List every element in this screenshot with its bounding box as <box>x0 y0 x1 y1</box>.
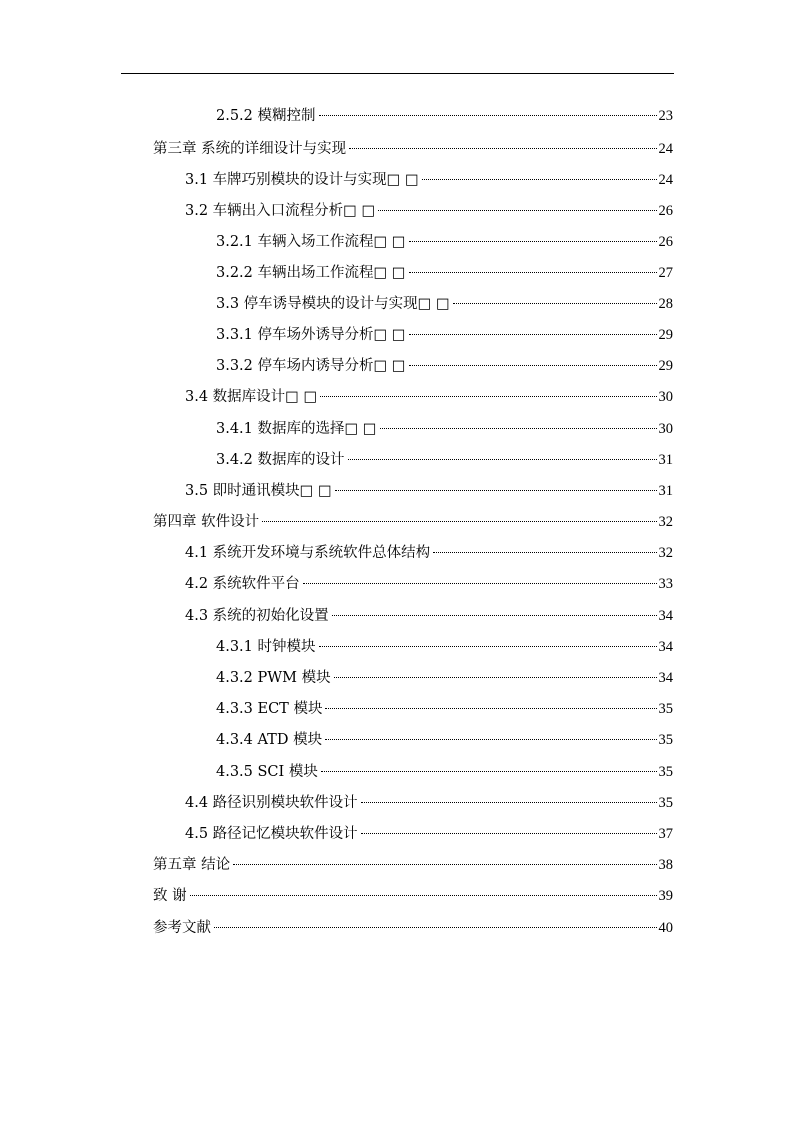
toc-entry[interactable] <box>185 475 673 499</box>
toc-dot-leader <box>433 537 656 557</box>
toc-dot-leader <box>335 475 657 495</box>
toc-entry-title: 3.3 停车诱导模块的设计与实现□ □ <box>216 296 450 312</box>
toc-entry-title: 3.2.2 车辆出场工作流程□ □ <box>216 265 406 281</box>
toc-entry-title: 4.3.3 ECT 模块 <box>216 701 323 717</box>
toc-entry-title: 参考文献 <box>153 920 211 936</box>
toc-page-number: 30 <box>658 421 673 437</box>
toc-entry-title: 3.4.2 数据库的设计 <box>216 452 345 468</box>
toc-dot-leader <box>361 787 657 807</box>
toc-entry[interactable] <box>216 631 673 655</box>
toc-entry-title: 致 谢 <box>153 888 187 904</box>
toc-entry-title: 4.3.4 ATD 模块 <box>216 732 323 748</box>
toc-dot-leader <box>262 506 656 526</box>
toc-page-number: 35 <box>658 795 673 811</box>
toc-page-number: 37 <box>658 826 673 842</box>
toc-entry-title: 4.3.2 PWM 模块 <box>216 670 331 686</box>
toc-entry[interactable] <box>216 662 673 686</box>
toc-entry-title: 3.4.1 数据库的选择□ □ <box>216 421 377 437</box>
toc-entry[interactable] <box>216 693 673 717</box>
toc-page-number: 35 <box>658 701 673 717</box>
toc-entry[interactable] <box>153 133 673 157</box>
toc-entry[interactable] <box>185 164 673 188</box>
toc-entry-title: 3.3.1 停车场外诱导分析□ □ <box>216 327 406 343</box>
toc-dot-leader <box>303 568 657 588</box>
toc-entry[interactable] <box>185 600 673 624</box>
toc-dot-leader <box>233 849 656 869</box>
toc-dot-leader <box>320 381 656 401</box>
toc-entry[interactable] <box>185 568 673 592</box>
toc-page-number: 34 <box>658 608 673 624</box>
toc-entry[interactable] <box>216 724 673 748</box>
toc-page-number: 29 <box>658 327 673 343</box>
toc-entry[interactable] <box>185 537 673 561</box>
toc-page-number: 26 <box>658 234 673 250</box>
toc-dot-leader <box>190 880 657 900</box>
toc-page-number: 38 <box>658 857 673 873</box>
toc-entry-title: 第四章 软件设计 <box>153 514 260 530</box>
toc-entry[interactable] <box>153 912 673 936</box>
toc-entry[interactable] <box>216 413 673 437</box>
toc-entry[interactable] <box>185 818 673 842</box>
toc-entry[interactable] <box>185 381 673 405</box>
toc-dot-leader <box>319 631 657 651</box>
toc-entry-title: 4.3 系统的初始化设置 <box>185 608 329 624</box>
toc-page-number: 24 <box>658 172 673 188</box>
toc-entry[interactable] <box>216 350 673 374</box>
toc-entry-title: 3.2 车辆出入口流程分析□ □ <box>185 203 376 219</box>
toc-entry[interactable] <box>216 257 673 281</box>
toc-dot-leader <box>321 756 657 776</box>
toc-page-number: 31 <box>658 452 673 468</box>
toc-entry-title: 3.2.1 车辆入场工作流程□ □ <box>216 234 406 250</box>
toc-page-number: 40 <box>658 920 673 936</box>
toc-entry-title: 3.5 即时通讯模块□ □ <box>185 483 332 499</box>
toc-entry[interactable] <box>216 444 673 468</box>
toc-page-number: 32 <box>658 545 673 561</box>
toc-entry-title: 3.4 数据库设计□ □ <box>185 389 318 405</box>
toc-entry-title: 4.3.5 SCI 模块 <box>216 764 318 780</box>
toc-dot-leader <box>214 912 657 932</box>
toc-page-number: 30 <box>658 389 673 405</box>
toc-page-number: 31 <box>658 483 673 499</box>
toc-page-number: 35 <box>658 764 673 780</box>
toc-entry-title: 4.2 系统软件平台 <box>185 576 300 592</box>
toc-entry-title: 4.3.1 时钟模块 <box>216 639 316 655</box>
toc-dot-leader <box>325 693 656 713</box>
toc-dot-leader <box>422 164 657 184</box>
toc-entry[interactable] <box>153 849 673 873</box>
toc-entry-title: 4.1 系统开发环境与系统软件总体结构 <box>185 545 431 561</box>
toc-dot-leader <box>332 600 657 620</box>
toc-entry[interactable] <box>216 756 673 780</box>
toc-page-number: 26 <box>658 203 673 219</box>
toc-entry-title: 第五章 结论 <box>153 857 231 873</box>
toc-entry[interactable] <box>153 506 673 530</box>
toc-entry-title: 2.5.2 模糊控制 <box>216 108 316 124</box>
toc-page-number: 23 <box>658 108 673 124</box>
toc-entry-title: 4.4 路径识别模块软件设计 <box>185 795 358 811</box>
toc-entry-title: 3.1 车牌巧别模块的设计与实现□ □ <box>185 172 419 188</box>
toc-dot-leader <box>409 257 657 277</box>
toc-entry-title: 第三章 系统的详细设计与实现 <box>153 141 347 157</box>
toc-page-number: 28 <box>658 296 673 312</box>
toc-page-number: 39 <box>658 888 673 904</box>
toc-page-number: 32 <box>658 514 673 530</box>
toc-page-number: 34 <box>658 670 673 686</box>
toc-dot-leader <box>334 662 657 682</box>
toc-dot-leader <box>378 195 656 215</box>
toc-entry[interactable] <box>153 880 673 904</box>
toc-entry-title: 3.3.2 停车场内诱导分析□ □ <box>216 358 406 374</box>
toc-dot-leader <box>409 350 657 370</box>
toc-dot-leader <box>348 444 657 464</box>
toc-entry[interactable] <box>216 100 673 124</box>
toc-page-number: 33 <box>658 576 673 592</box>
toc-entry[interactable] <box>216 319 673 343</box>
toc-dot-leader <box>319 100 657 120</box>
toc-dot-leader <box>325 724 656 744</box>
toc-page-number: 29 <box>658 358 673 374</box>
toc-page-number: 34 <box>658 639 673 655</box>
toc-dot-leader <box>380 413 657 433</box>
toc-dot-leader <box>453 288 657 308</box>
toc-dot-leader <box>349 133 656 153</box>
toc-entry[interactable] <box>185 787 673 811</box>
toc-entry[interactable] <box>216 226 673 250</box>
toc-dot-leader <box>409 226 657 246</box>
toc-dot-leader <box>409 319 657 339</box>
toc-entry[interactable] <box>216 288 673 312</box>
toc-entry[interactable] <box>185 195 673 219</box>
toc-page-number: 24 <box>658 141 673 157</box>
toc-page-number: 35 <box>658 732 673 748</box>
toc-page-number: 27 <box>658 265 673 281</box>
toc-entry-title: 4.5 路径记忆模块软件设计 <box>185 826 358 842</box>
toc-dot-leader <box>361 818 657 838</box>
